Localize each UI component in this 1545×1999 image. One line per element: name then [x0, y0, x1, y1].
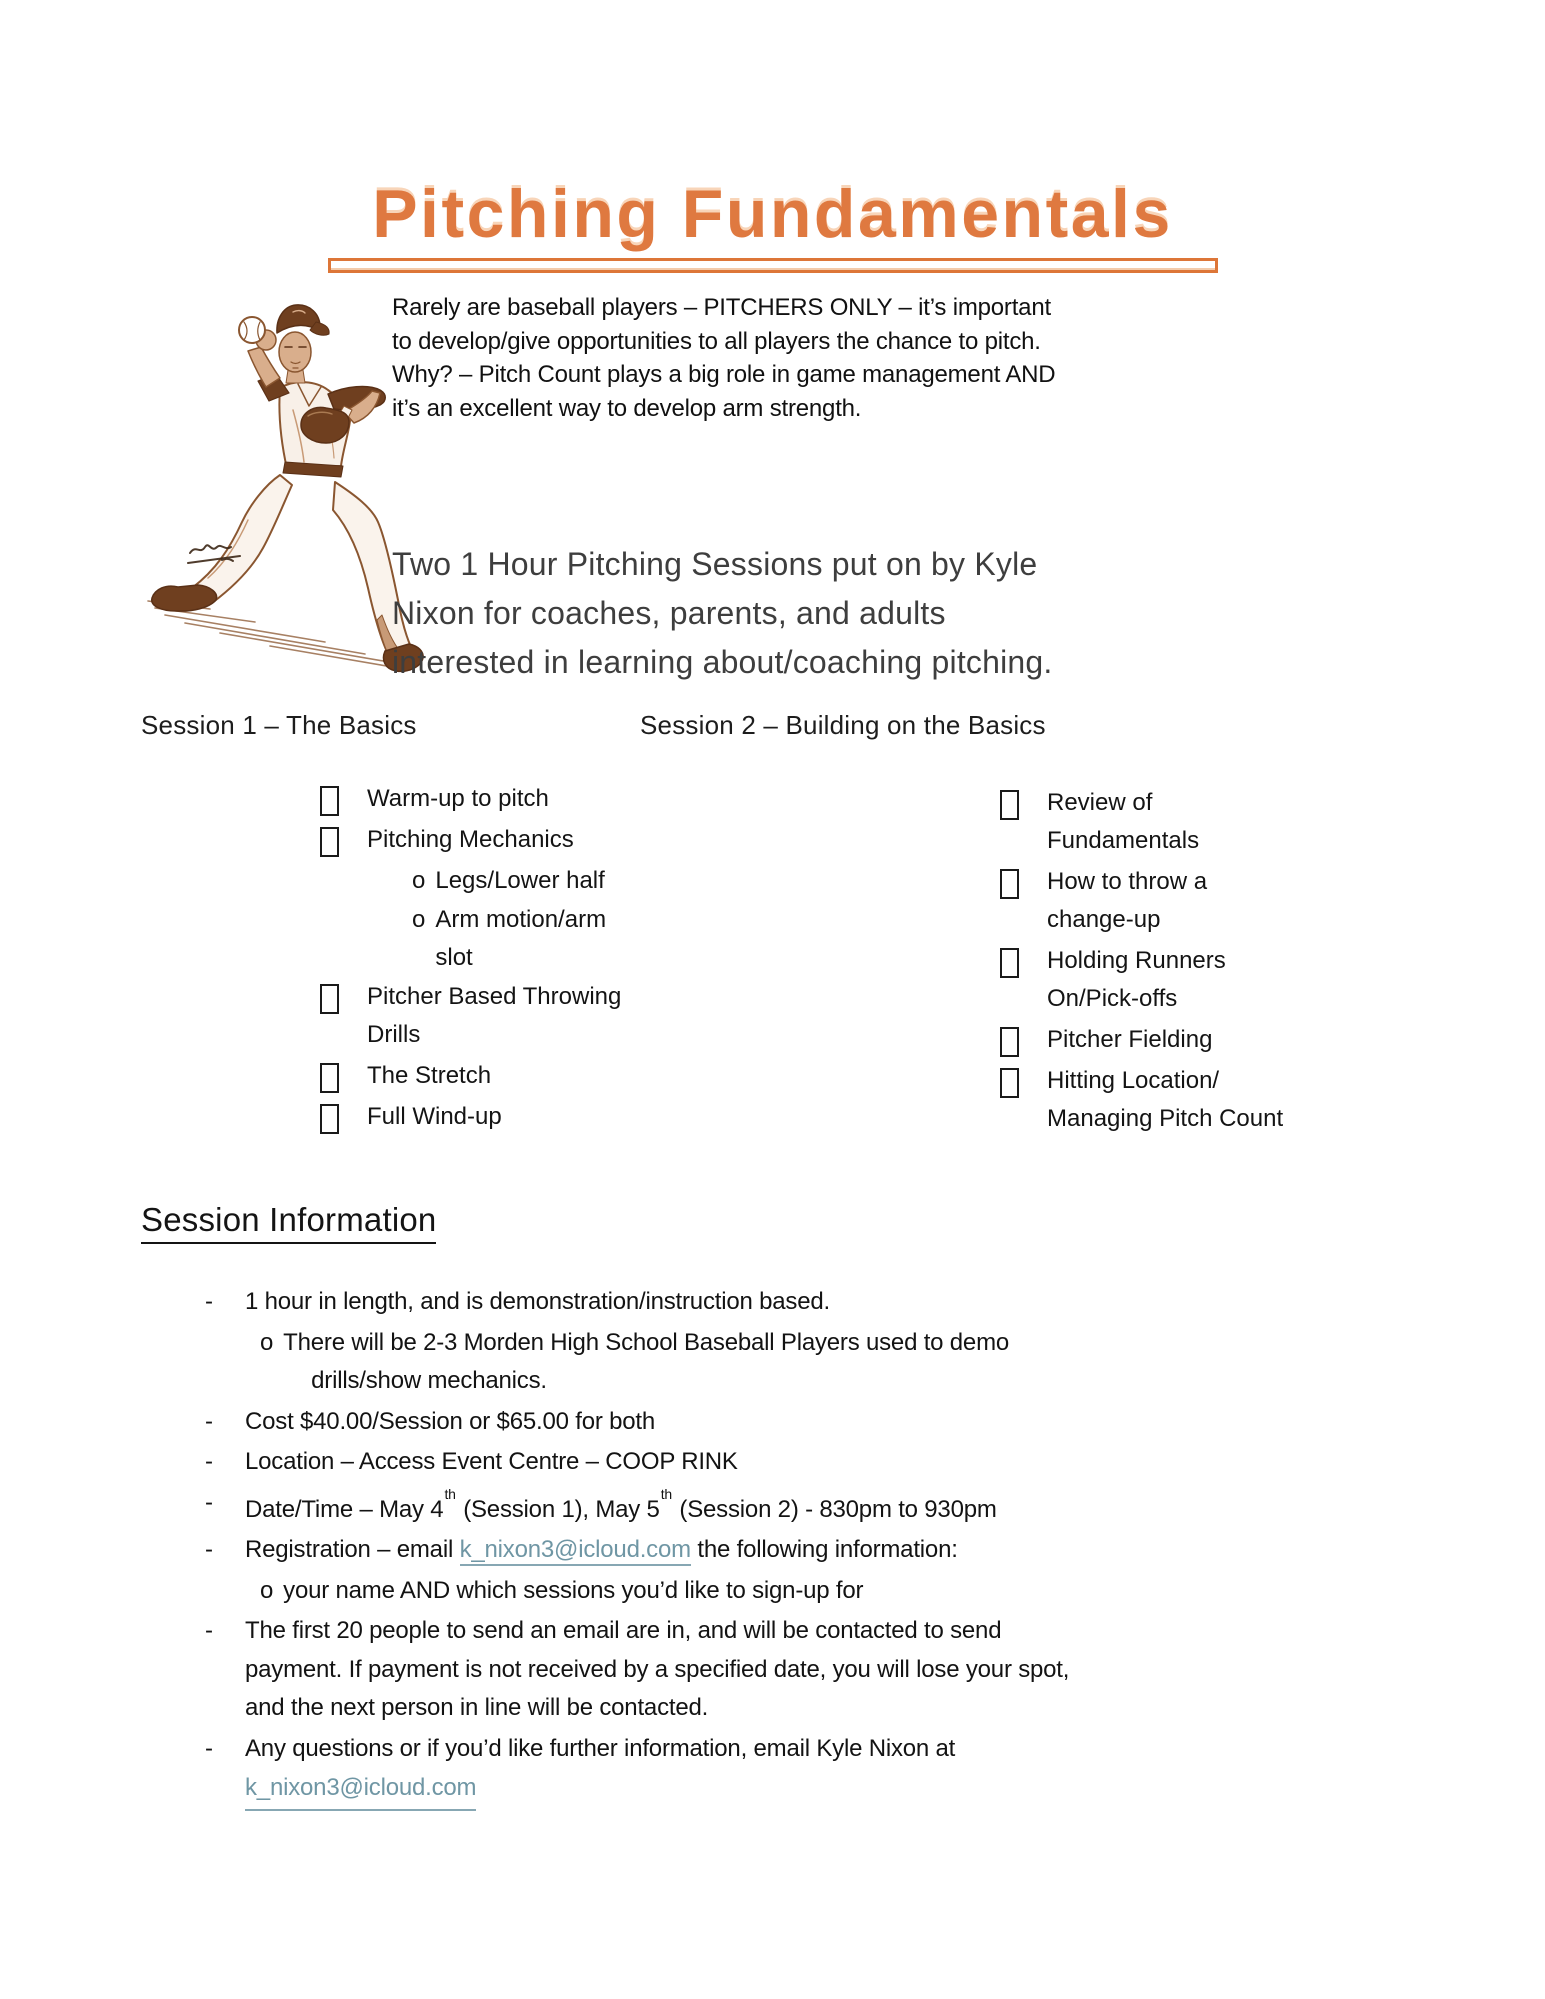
intro-line: Rarely are baseball players – PITCHERS ONLY – it’s important [392, 294, 1051, 321]
list-item: The Stretch [320, 1057, 650, 1095]
list-item: Warm-up to pitch [320, 780, 650, 818]
checkbox-icon [320, 1104, 339, 1134]
intro-line: Why? – Pitch Count plays a big role in game management AND [392, 361, 1056, 388]
intro-line: it’s an excellent way to develop arm strength. [392, 394, 862, 422]
intro-paragraph [392, 291, 1055, 425]
sessions-summary-paragraph [392, 540, 1053, 687]
list-item: Pitching Mechanics [320, 821, 650, 859]
list-item: Hitting Location/ Managing Pitch Count [1000, 1062, 1310, 1138]
email-link[interactable]: k_nixon3@icloud.com [460, 1536, 691, 1566]
checkbox-icon [320, 786, 339, 816]
info-item-registration: - Registration – email k_nixon3@icloud.com the following information: [205, 1531, 1205, 1570]
session-information-list [205, 1283, 1205, 1813]
info-item-questions: - Any questions or if you’d like further information, email Kyle Nixon at k_nixon3@icloud.com [205, 1730, 1205, 1811]
info-sub-item: o There will be 2-3 Morden High School Baseball Players used to demo drills/show mechanics. [205, 1324, 1205, 1401]
checkbox-icon [1000, 869, 1019, 899]
title-underline [328, 258, 1218, 273]
dash-bullet: - [205, 1617, 213, 1644]
summary-line: interested in learning about/coaching pitching. [392, 644, 1053, 680]
email-link[interactable]: k_nixon3@icloud.com [245, 1769, 476, 1811]
session2-list [1000, 784, 1310, 1141]
ordinal-superscript: th [660, 1485, 672, 1502]
list-item: How to throw a change-up [1000, 863, 1310, 939]
dash-bullet: - [205, 1488, 213, 1516]
checkbox-icon [1000, 1027, 1019, 1057]
sub-list-item: o Legs/Lower half [320, 862, 650, 900]
intro-line: to develop/give opportunities to all players the chance to pitch. [392, 327, 1041, 355]
info-item: - Location – Access Event Centre – COOP RINK [205, 1443, 1205, 1482]
checkbox-icon [320, 1063, 339, 1093]
info-item: - The first 20 people to send an email are in, and will be contacted to send payment. If payment is not received by a specified date, you will lose your spot, and the next person in line will be contacted. [205, 1612, 1205, 1728]
info-item: - 1 hour in length, and is demonstration/instruction based. [205, 1283, 1205, 1322]
info-item: - Cost $40.00/Session or $65.00 for both [205, 1403, 1205, 1442]
list-item: Pitcher Based Throwing Drills [320, 978, 650, 1054]
sub-bullet: o [412, 906, 426, 933]
checkbox-icon [1000, 1068, 1019, 1098]
session1-list [320, 780, 650, 1139]
checkbox-icon [320, 984, 339, 1014]
dash-bullet: - [205, 1536, 213, 1563]
sub-bullet: o [412, 867, 426, 894]
sub-list-item: o Arm motion/arm slot [320, 901, 650, 977]
dash-bullet: - [205, 1734, 213, 1762]
checkbox-icon [1000, 790, 1019, 820]
sub-bullet: o [260, 1328, 274, 1356]
checkbox-icon [320, 827, 339, 857]
checkbox-icon [1000, 948, 1019, 978]
summary-line: Nixon for coaches, parents, and adults [392, 595, 946, 631]
dash-bullet: - [205, 1407, 213, 1435]
list-item: Pitcher Fielding [1000, 1021, 1310, 1059]
info-item-datetime: - Date/Time – May 4th (Session 1), May 5th (Session 2) - 830pm to 930pm [205, 1484, 1205, 1530]
dash-bullet: - [205, 1288, 213, 1315]
dash-bullet: - [205, 1448, 213, 1475]
list-item: Holding Runners On/Pick-offs [1000, 942, 1310, 1018]
list-item: Full Wind-up [320, 1098, 650, 1136]
summary-line: Two 1 Hour Pitching Sessions put on by Kyle [392, 546, 1038, 582]
sub-bullet: o [260, 1576, 274, 1604]
ordinal-superscript: th [444, 1485, 456, 1502]
info-sub-item: o your name AND which sessions you’d like to sign-up for [205, 1572, 1205, 1611]
session-information-heading: Session Information [141, 1201, 436, 1244]
list-item: Review of Fundamentals [1000, 784, 1310, 860]
page-title: Pitching Fundamentals [372, 176, 1173, 252]
session1-heading: Session 1 – The Basics [141, 710, 417, 740]
session2-heading: Session 2 – Building on the Basics [640, 710, 1046, 740]
